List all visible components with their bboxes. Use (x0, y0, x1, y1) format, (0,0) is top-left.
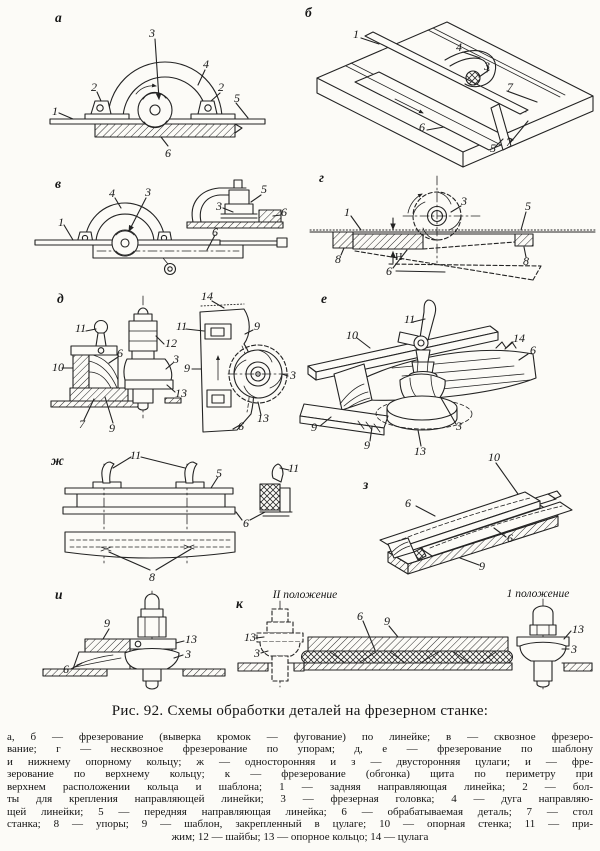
callout-number: 6 (238, 419, 244, 433)
callout-number: 3 (571, 642, 577, 656)
callout-number: 13 (244, 630, 256, 644)
callout-number: 5 (490, 141, 496, 155)
callout-number: 11 (176, 319, 188, 333)
legend-line: щей линейки; 5 — передняя направляющая линейка; 6 — обрабатываемая деталь; 7 — стол (7, 805, 593, 818)
callout-number: 6 (530, 343, 536, 357)
legend-line: а, б — фрезерование (выверка кромок — фугование) по линейке; в — сквозное фрезеро- (7, 731, 593, 743)
panel-label: а (55, 10, 62, 25)
callout-number: 8 (335, 252, 341, 266)
callout-number: 13 (572, 622, 584, 636)
machine-table (317, 22, 593, 167)
callout-number: 5 (525, 199, 531, 213)
panel-z-diagram (350, 448, 600, 583)
callout-number: 9 (184, 361, 190, 375)
ground (43, 669, 225, 676)
phantom-workpiece (355, 251, 541, 280)
callout-number: 1 (353, 27, 359, 41)
panel-label: и (55, 587, 63, 602)
callout-number: 14 (201, 289, 213, 303)
callout-number: 6 (165, 146, 171, 160)
callout-number: 9 (104, 616, 110, 630)
callout-number: 3 (185, 647, 191, 661)
callout-number: 3 (216, 199, 222, 213)
callout-number: 3 (456, 419, 462, 433)
cutter-head (403, 176, 483, 263)
callout-number: 3 (254, 646, 260, 660)
callout-number: 11 (404, 312, 416, 326)
callout-number: 5 (261, 182, 267, 196)
callout-number: 4 (456, 40, 462, 54)
panel-g-diagram (305, 168, 600, 293)
callout-number: 7 (506, 135, 512, 149)
callout-number: 3 (461, 194, 467, 208)
callout-number: 8 (149, 570, 155, 584)
callout-number: 6 (507, 531, 513, 545)
eccentric-knob (163, 258, 176, 275)
callout-number: 8 (523, 254, 529, 268)
callout-number: 11 (75, 321, 87, 335)
figure-caption: Рис. 92. Схемы обработки деталей на фрезерном станке: (111, 703, 489, 719)
callout-number: 9 (479, 559, 485, 573)
callout-number: 1 (344, 205, 350, 219)
spindle-position-1 (517, 599, 569, 689)
panel-label: ж (51, 453, 64, 468)
callout-number: 7 (507, 80, 513, 94)
callout-number: 4 (203, 57, 209, 71)
callout-number: 6 (243, 516, 249, 530)
cutter-head (112, 230, 138, 256)
legend-line: верхнем расположении кольца и шаблона; 1 — задняя направляющая линейка; 2 — бол- (7, 780, 593, 793)
callout-number: 10 (52, 360, 64, 374)
panel-label: г (319, 170, 324, 185)
callout-number: 14 (513, 331, 525, 345)
template (85, 639, 130, 652)
panel-v-diagram (15, 172, 305, 290)
workpiece (73, 652, 130, 669)
callout-number: 6 (419, 120, 425, 134)
spindle-position-2 (257, 601, 303, 687)
callout-number: 6 (405, 496, 411, 510)
callout-number: 13 (257, 411, 269, 425)
position-2-label: II положение (272, 589, 338, 601)
workpiece-board (302, 651, 513, 670)
panel-zh-diagram (15, 448, 315, 588)
callout-number: 9 (364, 438, 370, 452)
callout-number: 6 (212, 225, 218, 239)
callout-number: 6 (386, 264, 392, 278)
callout-number: 5 (216, 466, 222, 480)
legend-line: станка; 8 — упоры; 9 — шаблон, закрепленный в цулаге; 10 — опорная стенка; 11 — при- (7, 818, 593, 831)
callout-number: 13 (185, 632, 197, 646)
panel-k-diagram (230, 585, 600, 700)
callout-number: 1 (58, 215, 64, 229)
position-1-label: 1 положение (506, 588, 570, 600)
legend-line: ты для крепления направляющей линейки; 3 — фрезерная головка; 4 — дуга направляю- (7, 793, 593, 806)
panel-label: в (55, 176, 62, 191)
callout-number: 3 (149, 26, 155, 40)
callout-number: 11 (288, 461, 300, 475)
figure-legend (7, 731, 593, 843)
callout-number: 10 (346, 328, 358, 342)
callout-number: 3 (145, 185, 151, 199)
callout-number: 2 (218, 80, 224, 94)
panel-label: б (305, 5, 312, 20)
callout-number: 1 (52, 104, 58, 118)
plan-view (65, 532, 235, 558)
callout-number: 9 (311, 420, 317, 434)
callout-number: 3 (290, 368, 296, 382)
callout-number: 6 (281, 205, 287, 219)
template-bar (308, 637, 508, 651)
callout-number: 6 (117, 346, 123, 360)
panel-label: д (57, 291, 64, 306)
panel-a-diagram (15, 5, 295, 169)
panel-i-diagram (15, 585, 230, 695)
side-view (51, 296, 181, 418)
callout-number: Н (395, 252, 403, 263)
panel-b-diagram (295, 0, 600, 175)
callout-number: 5 (234, 91, 240, 105)
callout-number: 9 (109, 421, 115, 435)
panel-e-diagram (300, 288, 600, 458)
callout-number: 6 (63, 662, 69, 676)
legend-line: и нижнему опорному кольцу; ж — односторонняя и з — двусторонняя цулаги; и — фре- (7, 755, 593, 768)
callout-number: 12 (165, 336, 177, 350)
pressure-arm-view (187, 180, 283, 228)
panel-d-diagram (15, 288, 305, 450)
plan-view (200, 304, 289, 432)
callout-number: 7 (79, 417, 85, 431)
legend-line: зерование по верхнему кольцу; к — фрезерование (обгонка) щита по периметру при (7, 768, 593, 781)
panel-label: е (321, 291, 327, 306)
callout-number: 13 (414, 444, 426, 458)
callout-number: 4 (109, 186, 115, 200)
callout-number: 3 (173, 352, 179, 366)
legend-line: вание; г — несквозное фрезерование по упорам; д, е — фрезерование по шаблону (7, 743, 593, 756)
callout-number: 2 (91, 80, 97, 94)
callout-number: 13 (175, 386, 187, 400)
workpiece (95, 124, 242, 137)
callout-number: 9 (384, 614, 390, 628)
callout-number: 10 (488, 450, 500, 464)
panel-label: к (236, 596, 243, 611)
workpiece (353, 234, 515, 249)
panel-label: з (363, 477, 369, 492)
callout-number: 3 (484, 59, 490, 73)
callout-number: 6 (357, 609, 363, 623)
callout-number: 9 (254, 319, 260, 333)
legend-line: жим; 12 — шайбы; 13 — опорное кольцо; 14 — цулага (171, 830, 429, 843)
callout-number: 11 (130, 448, 142, 462)
